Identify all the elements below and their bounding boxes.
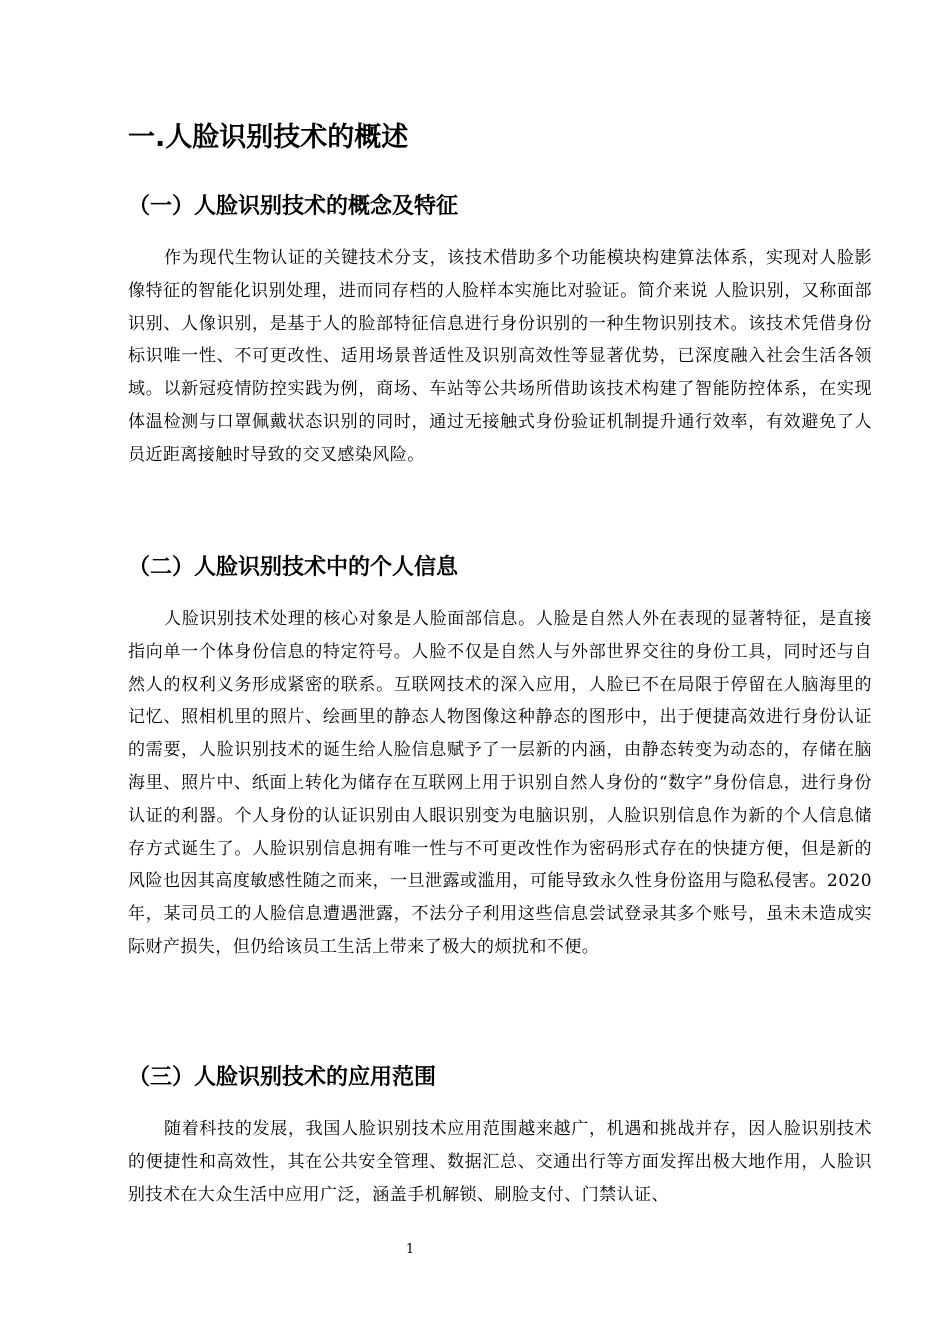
section-3-body: 随着科技的发展，我国人脸识别技术应用范围越来越广，机遇和挑战并存，因人脸识别技术的便捷性和高效性，其在公共安全管理、数据汇总、交通出行等方面发挥出极大地作用，人脸识别技术在大众生活中应用广泛，涵盖手机解锁、刷脸支付、门禁认证、 [128,1119,872,1205]
section-1-title: （一）人脸识别技术的概念及特征 [128,194,459,219]
page-number: 1 [405,1242,415,1257]
chapter-heading: 一.人脸识别技术的概述 [128,122,409,153]
section-2-title: （二）人脸识别技术中的个人信息 [128,555,459,580]
document-page [128,0,872,1344]
section-1-body: 作为现代生物认证的关键技术分支，该技术借助多个功能模块构建算法体系，实现对人脸影像特征的智能化识别处理，进而同存档的人脸样本实施比对验证。简介来说 人脸识别，又称面部识别、人像识别，是基于人的脸部特征信息进行身份识别的一种生物识别技术。该技术凭借身份标识唯一性、不可更改性、适用场景普适性及识别高效性等显著优势，已深度融入社会生活各领域。以新冠疫情防控实践为例，商场、车站等公共场所借助该技术构建了智能防控体系，在实现体温检测与口罩佩戴状态识别的同时，通过无接触式身份验证机制提升通行效率，有效避免了人员近距离接触时导致的交叉感染风险。 [128,248,872,465]
section-2-body: 人脸识别技术处理的核心对象是人脸面部信息。人脸是自然人外在表现的显著特征，是直接指向单一个体身份信息的特定符号。人脸不仅是自然人与外部世界交往的身份工具，同时还与自然人的权利义务形成紧密的联系。互联网技术的深入应用，人脸已不在局限于停留在人脑海里的记忆、照相机里的照片、绘画里的静态人物图像这种静态的图形中，出于便捷高效进行身份认证的需要，人脸识别技术的诞生给人脸信息赋予了一层新的内涵，由静态转变为动态的，存储在脑海里、照片中、纸面上转化为储存在互联网上用于识别自然人身份的“数字”身份信息，进行身份认证的利器。个人身份的认证识别由人眼识别变为电脑识别，人脸识别信息作为新的个人信息储存方式诞生了。人脸识别信息拥有唯一性与不可更改性作为密码形式存在的快捷方便，但是新的风险也因其高度敏感性随之而来，一旦泄露或滥用，可能导致永久性身份盗用与隐私侵害。2020 年，某司员工的人脸信息遭遇泄露，不法分子利用这些信息尝试登录其多个账号，虽未未造成实际财产损失，但仍给该员工生活上带来了极大的烦扰和不便。 [128,609,872,957]
section-3-title: （三）人脸识别技术的应用范围 [128,1065,437,1090]
